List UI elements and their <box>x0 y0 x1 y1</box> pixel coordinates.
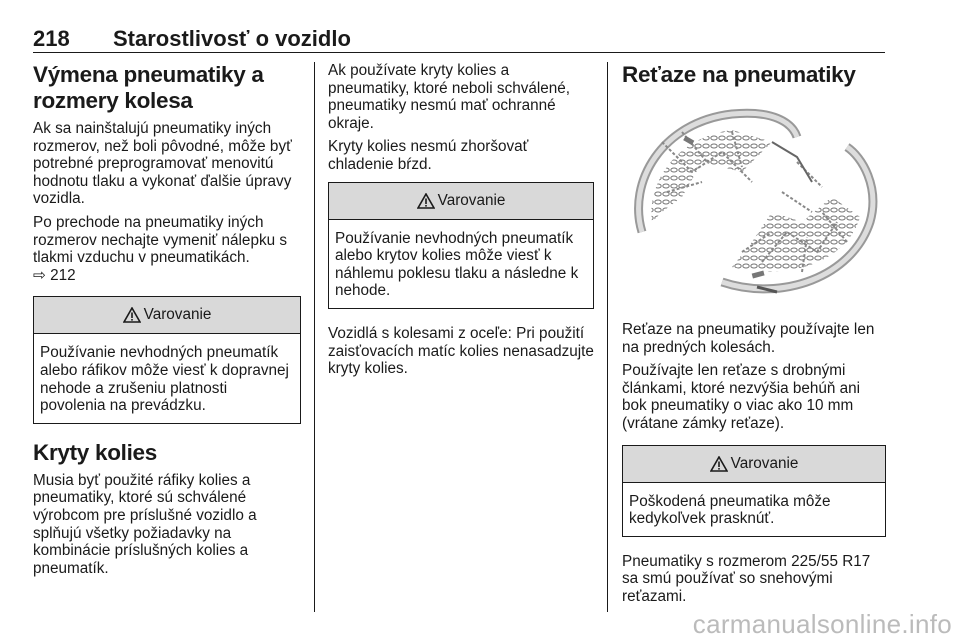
snow-chains-illustration <box>622 102 886 302</box>
warning-triangle-icon <box>710 456 728 472</box>
paragraph: Musia byť použité ráfiky kolies a pneumatiky, ktoré sú schválené výrobcom pre príslušné vozidlo a splňujú všetky požiadavky na kombinácie príslušných kolies a pneumatík. <box>33 471 257 577</box>
section-heading-wheel-covers: Kryty kolies <box>33 439 157 465</box>
warning-triangle-icon <box>417 193 435 209</box>
warning-header <box>34 297 300 334</box>
warning-text: Používanie nevhodných pneumatík alebo krytov kolies môže viesť k náhlemu poklesu tlaku a následne k nehode. <box>335 229 579 300</box>
column-left <box>33 62 301 583</box>
warning-title: Varovanie <box>437 191 506 209</box>
warning-box <box>622 445 886 537</box>
paragraph: Ak používate kryty kolies a pneumatiky, ktoré neboli schválené, pneumatiky nesmú mať ochranné okraje. <box>328 62 571 132</box>
warning-title: Varovanie <box>730 454 799 472</box>
column-middle <box>328 62 594 384</box>
paragraph <box>33 214 301 284</box>
chapter-title: Starostlivosť o vozidlo <box>113 26 351 51</box>
column-divider <box>314 62 315 612</box>
page-reference-link[interactable]: ⇨ 212 <box>33 266 76 284</box>
section-heading-tire-replacement: Výmena pneumatiky a rozmery kolesa <box>33 62 264 113</box>
reference-arrow-icon: ⇨ <box>33 266 46 284</box>
paragraph: Pneumatiky s rozmerom 225/55 R17 sa smú používať so snehovými reťazami. <box>622 552 871 605</box>
paragraph: Kryty kolies nesmú zhoršovať chladenie bŕzd. <box>328 138 529 173</box>
column-divider <box>607 62 608 612</box>
section-heading-snow-chains: Reťaze na pneumatiky <box>622 62 856 87</box>
paragraph: Vozidlá s kolesami z oceľe: Pri použití zaisťovacích matíc kolies nenasadzujte kryty kolies. <box>328 324 594 378</box>
page-header <box>33 26 885 53</box>
paragraph: Ak sa nainštalujú pneumatiky iných rozmerov, než boli pôvodné, môže byť potrebné preprogramovať menovitú hodnotu tlaku a vykonať ďalšie úpravy vozidla. <box>33 120 292 208</box>
warning-triangle-icon <box>123 307 141 323</box>
paragraph-text: Po prechode na pneumatiky iných rozmerov nechajte vymeniť nálepku s tlakmi vzduchu v pneumatikách. <box>33 213 288 267</box>
paragraph: Používajte len reťaze s drobnými článkami, ktoré nezvýšia behúň ani bok pneumatiky o viac ako 10 mm (vrátane zámky reťaze). <box>622 362 861 432</box>
paragraph: Reťaze na pneumatiky používajte len na predných kolesách. <box>622 321 875 356</box>
warning-box <box>33 296 301 423</box>
page-number: 218 <box>33 26 70 51</box>
watermark: carmanualsonline.info <box>692 609 952 639</box>
warning-text: Poškodená pneumatika môže kedykoľvek prasknúť. <box>629 492 831 528</box>
warning-header <box>329 183 593 220</box>
column-right <box>622 62 886 612</box>
warning-header <box>623 446 885 483</box>
warning-box <box>328 182 594 309</box>
warning-title: Varovanie <box>143 306 212 324</box>
warning-text: Používanie nevhodných pneumatík alebo ráfikov môže viesť k dopravnej nehode a zrušeniu platnosti povolenia na prevádzku. <box>40 344 289 415</box>
